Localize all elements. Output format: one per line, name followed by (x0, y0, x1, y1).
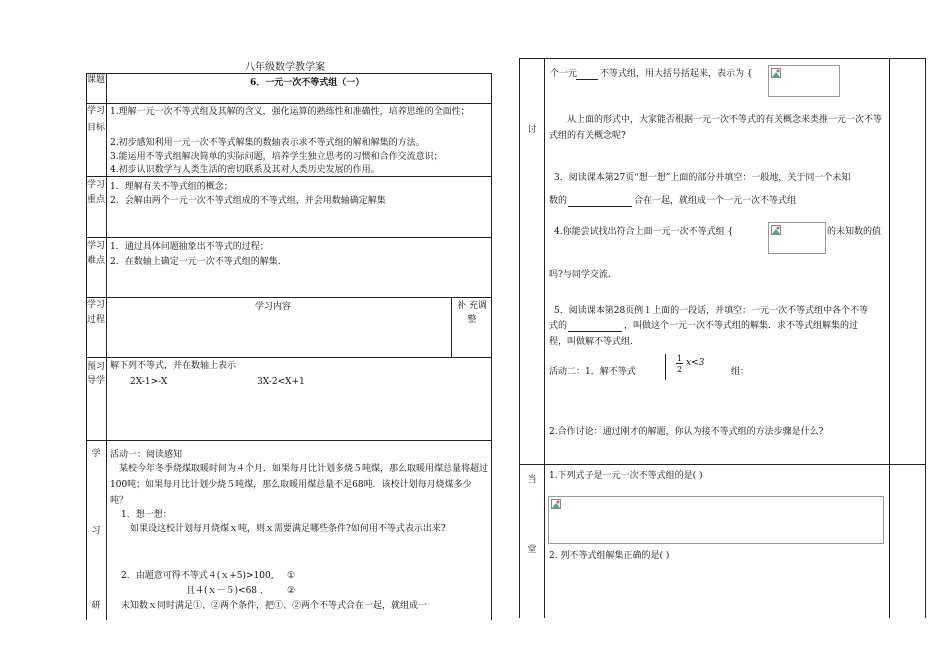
study-label-1: 学 (91, 449, 101, 459)
broken-image-icon (551, 499, 561, 509)
activity-2-title: 活动二：1．解不等式 (549, 367, 636, 377)
mark-2: ② (287, 586, 296, 596)
item-5b-post: ，叫做这个一元一次不等式组的解集．求不等式组解集的过 (624, 321, 859, 331)
key-2: 2．会解由两个一元一次不等式组成的不等式组，并会用数轴确定解集 (110, 196, 386, 206)
paragraph-2: 从上面的形式中，大家能否根据一元一次不等式的有关概念来类推一元一次不等式组的有关概念呢? (549, 115, 883, 141)
supplement-header: 补 充调整 (457, 301, 487, 325)
topic-title: 6．一元一次不等式组（一） (250, 78, 365, 88)
preview-eq-1: 2X-1>-X (130, 377, 168, 387)
goals-label: 学习目标 (87, 106, 106, 133)
right-table-top (519, 58, 925, 59)
row-sep (86, 440, 492, 441)
item-4-pre: 4.你能尝试找出符合上面一元一次不等式组 { (554, 227, 734, 237)
discussion: 2.合作讨论：通过刚才的解题，你认为接不等式组的方法步骤是什么? (549, 427, 824, 437)
inequality-text: x<3 (686, 358, 705, 368)
step-2c: 未知数ｘ同时满足①、②两个条件，把①、②两个不等式合在一起，就组成一 (121, 601, 428, 611)
question-1-image-placeholder (548, 496, 884, 544)
key-label: 学习重点 (87, 180, 106, 205)
left-supplement-divider (451, 297, 452, 357)
right-table-right (925, 58, 926, 618)
row-sep (86, 176, 492, 177)
inequality-image-placeholder-2 (768, 222, 826, 254)
study-label-3: 研 (91, 601, 101, 611)
row-sep (86, 357, 492, 358)
right-col-divider (544, 58, 545, 618)
topic-label: 课题 (87, 75, 106, 85)
blank-line (568, 331, 622, 332)
question-2: 2. 列不等式组解集正确的是( ) (549, 551, 670, 561)
question-1: 1.下列式子是一元一次不等式组的是( ) (549, 471, 703, 481)
fraction-denominator: 2 (677, 365, 683, 374)
content-header: 学习内容 (255, 302, 292, 312)
right-table-left (519, 58, 520, 618)
think-question: 如果设这校计划每月烧煤ｘ吨，则ｘ需要满足哪些条件?如何用不等式表示出来? (130, 524, 446, 534)
mark-1: ① (287, 571, 296, 581)
key-1: 1．理解有关不等式组的概念； (110, 182, 233, 192)
preview-label: 预习导学 (87, 362, 106, 386)
think-label: 1．想一想： (121, 510, 172, 520)
study-label-2: 习 (91, 526, 101, 536)
right-row-sep (519, 464, 925, 465)
item-3: 3．阅读课本第27页“想一想”上面的部分并填空：一般地，关于同一个未知 (554, 173, 851, 183)
left-col-divider (106, 73, 107, 620)
left-table-right (491, 73, 492, 620)
intro-line-b: 不等式组，用大括号括起来，表示为 { (600, 69, 753, 79)
preview-eq-2: 3X-2<X+1 (257, 377, 305, 387)
intro-line-a: 个一元 (550, 69, 578, 79)
preview-intro: 解下列不等式，并在数轴上表示 (110, 361, 237, 371)
goal-1: 1.理解一元一次不等式组及其解的含义，强化运算的熟练性和准确性，培养思维的全面性； (110, 107, 470, 117)
dang-label-1: 当 (527, 475, 537, 485)
process-label: 学习过程 (87, 300, 106, 325)
item-3b-post: 合在一起，就组成一个一元一次不等式组 (634, 196, 797, 206)
item-4b: 吗?与同学交流. (549, 270, 611, 280)
broken-image-icon (771, 225, 781, 235)
item-5c: 程，叫做解不等式组. (549, 337, 633, 347)
blank-line (568, 206, 632, 207)
difficulty-2: 2．在数轴上确定一元一次不等式组的解集. (110, 257, 281, 267)
broken-image-icon (771, 68, 781, 78)
left-table-top (86, 73, 492, 74)
item-5b-pre: 式的 (549, 321, 568, 331)
goal-2: 2.初步感知利用一元一次不等式解集的数轴表示求不等式组的解和解集的方法。 (110, 138, 425, 148)
difficulty-label: 学习难点 (87, 241, 106, 266)
activity-1-title: 活动一：阅读感知 (110, 450, 183, 460)
goal-3: 3.能运用不等式组解决简单的实际问题，培养学生独立思考的习惯和合作交流意识； (110, 152, 443, 162)
dang-label-2: 堂 (527, 545, 537, 555)
activity-1-paragraph: 某校今年冬季烧煤取暖时间为４个月．如果每月比计划多烧５吨煤，那么取暖用煤总量将超过100吨；如果每月比计划少烧５吨煤，那么取暖用煤总量不足68吨．该校计划每月烧煤多少吨？ (110, 464, 489, 506)
row-sep (86, 237, 492, 238)
item-5: 5．阅读课本第28页例１上面的一段话，并填空：一元一次不等式组中各个不等 (554, 306, 869, 316)
step-2b: 且４(ｘ－５)<68 ． (186, 586, 269, 596)
item-4-post: 的未知数的值 (827, 227, 882, 237)
step-2: 2．由题意可得不等式４(ｘ+5)>100, (121, 571, 274, 581)
page-title: 八年级数学教学案 (245, 62, 325, 73)
inequality-image-placeholder (768, 65, 840, 97)
goal-4: 4.初步认识数学与人类生活的密切联系及其对人类历史发展的作用。 (110, 165, 380, 175)
right-supplement-divider (889, 58, 890, 618)
row-sep (86, 297, 492, 298)
item-3b-pre: 数的 (549, 196, 568, 206)
group-label: 组： (731, 367, 750, 377)
fraction-numerator: 1 (677, 354, 683, 363)
difficulty-1: 1．通过具体问题抽象出不等式的过程； (110, 242, 269, 252)
system-brace (665, 354, 670, 380)
blank-line (576, 79, 598, 80)
tao-label: 讨 (527, 125, 537, 135)
